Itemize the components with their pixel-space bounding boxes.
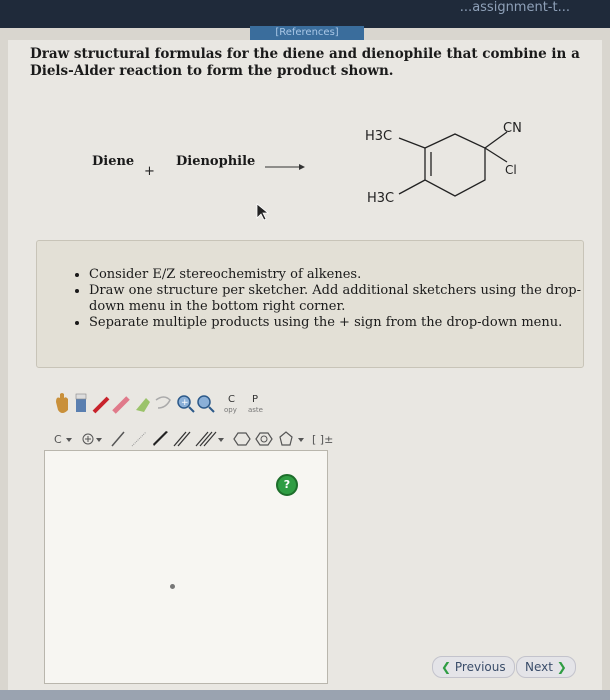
chevron-left-icon: ❮ — [441, 660, 452, 674]
help-button[interactable]: ? — [276, 474, 298, 496]
reaction-arrow-icon — [265, 162, 305, 172]
question-text: Draw structural formulas for the diene and dienophile that combine in a Diels-Alder reaction to form the product shown. — [30, 46, 580, 79]
svg-text:P: P — [252, 394, 259, 405]
ring-cyclopentane-icon[interactable] — [280, 432, 304, 445]
molecule-sketcher — [36, 384, 582, 690]
eraser-icon[interactable] — [76, 394, 86, 412]
pencil-red-icon[interactable] — [94, 398, 108, 412]
plus-sign: + — [144, 164, 155, 179]
chloro-label: Cl — [505, 163, 517, 177]
sketcher-toolbar-top — [52, 390, 302, 420]
instruction-item: • Separate multiple products using the + sign from the drop-down menu. — [89, 315, 583, 331]
top-methyl-label: H3C — [365, 129, 393, 144]
previous-button[interactable] — [432, 656, 515, 678]
paste-button[interactable] — [248, 394, 263, 414]
svg-text:opy: opy — [224, 406, 237, 414]
ring-benzene-icon[interactable] — [256, 433, 272, 445]
chevron-right-icon: ❯ — [556, 660, 567, 674]
next-button[interactable] — [516, 656, 576, 678]
mouse-cursor-icon — [256, 203, 270, 221]
browser-top-bar — [0, 0, 610, 28]
product-molecule — [355, 110, 555, 220]
single-bond-icon[interactable] — [112, 432, 124, 446]
bottom-methyl-label: H3C — [367, 191, 395, 206]
copy-button[interactable] — [224, 394, 237, 414]
canvas-cursor-dot — [170, 584, 175, 589]
charge-plus-icon[interactable] — [83, 434, 102, 444]
previous-label: Previous — [454, 660, 506, 674]
diene-label: Diene — [92, 154, 135, 169]
svg-text:+: + — [181, 398, 189, 408]
instruction-item: • Draw one structure per sketcher. Add additional sketchers using the drop-down menu in the bottom right corner. — [89, 283, 583, 315]
wedge-bond-icon[interactable] — [153, 431, 168, 446]
ring-cyclohexane-icon[interactable] — [234, 433, 250, 445]
references-link[interactable]: [References] — [250, 26, 364, 40]
svg-text:C: C — [228, 394, 235, 405]
marker-pink-icon[interactable] — [114, 398, 128, 412]
sketcher-toolbar-bottom — [50, 428, 430, 450]
instructions-box — [36, 240, 584, 368]
next-label: Next — [525, 660, 553, 674]
instruction-item: • Consider E/Z stereochemistry of alkenes. — [89, 267, 583, 283]
lasso-icon[interactable] — [156, 397, 170, 408]
hand-tool-icon[interactable] — [56, 393, 68, 413]
bracket-charge-button[interactable] — [312, 433, 333, 446]
svg-text:[ ]±: [ ]± — [312, 433, 334, 446]
zoom-in-icon[interactable] — [178, 396, 194, 412]
svg-text:aste: aste — [248, 406, 263, 414]
double-bond-icon[interactable] — [174, 432, 190, 446]
cyano-label: CN — [503, 121, 522, 136]
url-fragment: ...assignment-t... — [459, 0, 570, 15]
arrow-green-icon[interactable] — [136, 398, 150, 412]
triple-bond-icon[interactable] — [196, 432, 224, 446]
dienophile-label: Dienophile — [176, 154, 256, 169]
zoom-out-icon[interactable] — [198, 396, 214, 412]
element-dropdown[interactable] — [54, 433, 72, 446]
svg-text:C: C — [54, 433, 62, 446]
hash-bond-icon[interactable] — [132, 432, 146, 446]
bottom-bar — [0, 690, 610, 700]
